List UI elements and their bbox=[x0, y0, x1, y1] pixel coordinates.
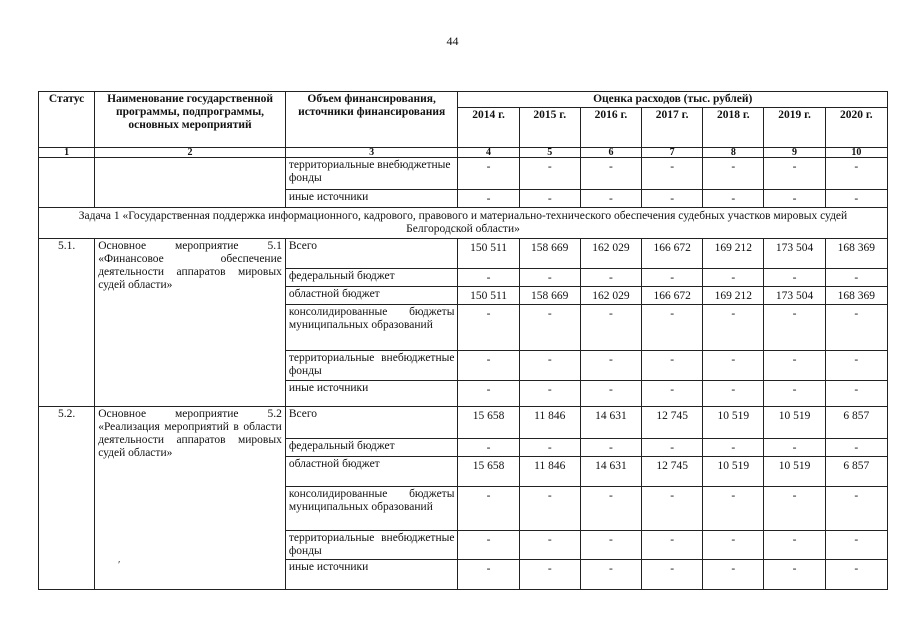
value-cell: - bbox=[764, 269, 825, 287]
value-cell: - bbox=[703, 487, 764, 531]
value-cell: - bbox=[458, 190, 519, 208]
value-cell: - bbox=[764, 305, 825, 351]
value-cell: 10 519 bbox=[703, 407, 764, 439]
value-cell: 10 519 bbox=[703, 457, 764, 487]
header-status: Статус bbox=[39, 92, 95, 148]
value-cell: 14 631 bbox=[580, 457, 641, 487]
value-cell: - bbox=[703, 305, 764, 351]
table-row bbox=[39, 158, 888, 190]
value-cell: - bbox=[642, 305, 703, 351]
value-cell: - bbox=[825, 269, 887, 287]
value-cell: - bbox=[458, 439, 519, 457]
value-cell: - bbox=[580, 351, 641, 381]
measure-status: 5.2. bbox=[39, 407, 95, 590]
value-cell: - bbox=[642, 439, 703, 457]
value-cell: - bbox=[519, 381, 580, 407]
value-cell: - bbox=[642, 381, 703, 407]
source-cell: территориальные внебюджетные фонды bbox=[285, 351, 458, 381]
value-cell: - bbox=[764, 190, 825, 208]
value-cell: - bbox=[580, 531, 641, 560]
column-number: 4 bbox=[458, 148, 519, 158]
value-cell: - bbox=[825, 381, 887, 407]
page-number: 44 bbox=[446, 34, 459, 48]
value-cell: - bbox=[580, 381, 641, 407]
measure-name: Основное мероприятие 5.1 «Финансовое обеспечение деятельности аппаратов мировых судей области» bbox=[95, 239, 286, 407]
value-cell: 15 658 bbox=[458, 457, 519, 487]
value-cell: - bbox=[764, 487, 825, 531]
value-cell: - bbox=[519, 158, 580, 190]
year-header: 2017 г. bbox=[642, 108, 703, 148]
value-cell: - bbox=[825, 351, 887, 381]
value-cell: - bbox=[458, 269, 519, 287]
value-cell: - bbox=[764, 439, 825, 457]
value-cell: - bbox=[519, 560, 580, 590]
value-cell: 10 519 bbox=[764, 457, 825, 487]
value-cell: 158 669 bbox=[519, 239, 580, 269]
measure-status: 5.1. bbox=[39, 239, 95, 407]
column-number: 9 bbox=[764, 148, 825, 158]
value-cell: 168 369 bbox=[825, 287, 887, 305]
value-cell: - bbox=[764, 351, 825, 381]
header-volume: Объем финансирования, источники финансирования bbox=[285, 92, 458, 148]
column-number: 7 bbox=[642, 148, 703, 158]
value-cell: - bbox=[703, 269, 764, 287]
value-cell: - bbox=[642, 269, 703, 287]
value-cell: - bbox=[519, 190, 580, 208]
value-cell: 169 212 bbox=[703, 287, 764, 305]
column-number: 2 bbox=[95, 148, 286, 158]
column-number: 5 bbox=[519, 148, 580, 158]
value-cell: - bbox=[703, 560, 764, 590]
value-cell: - bbox=[519, 487, 580, 531]
measure-name: Основное мероприятие 5.2 «Реализация мероприятий в области деятельности аппаратов мировых судей области» bbox=[95, 407, 286, 590]
value-cell: - bbox=[825, 560, 887, 590]
value-cell: - bbox=[519, 269, 580, 287]
year-header: 2015 г. bbox=[519, 108, 580, 148]
header-name: Наименование государственной программы, подпрограммы, основных мероприятий bbox=[95, 92, 286, 148]
source-cell: консолидированные бюджеты муниципальных образований bbox=[285, 487, 458, 531]
value-cell: 10 519 bbox=[764, 407, 825, 439]
value-cell: - bbox=[703, 381, 764, 407]
value-cell: 173 504 bbox=[764, 239, 825, 269]
value-cell: - bbox=[642, 158, 703, 190]
value-cell: - bbox=[580, 560, 641, 590]
source-cell: территориальные внебюджетные фонды bbox=[285, 158, 458, 190]
value-cell: 166 672 bbox=[642, 287, 703, 305]
name-cell-empty bbox=[95, 158, 286, 208]
source-cell: Всего bbox=[285, 239, 458, 269]
source-cell: областной бюджет bbox=[285, 457, 458, 487]
source-cell: федеральный бюджет bbox=[285, 439, 458, 457]
value-cell: - bbox=[458, 158, 519, 190]
column-number: 8 bbox=[703, 148, 764, 158]
source-cell: иные источники bbox=[285, 560, 458, 590]
value-cell: 11 846 bbox=[519, 407, 580, 439]
source-cell: областной бюджет bbox=[285, 287, 458, 305]
source-cell: иные источники bbox=[285, 190, 458, 208]
value-cell: 11 846 bbox=[519, 457, 580, 487]
year-header: 2018 г. bbox=[703, 108, 764, 148]
source-cell: консолидированные бюджеты муниципальных образований bbox=[285, 305, 458, 351]
value-cell: 173 504 bbox=[764, 287, 825, 305]
value-cell: - bbox=[458, 487, 519, 531]
value-cell: - bbox=[458, 381, 519, 407]
value-cell: - bbox=[642, 487, 703, 531]
source-cell: Всего bbox=[285, 407, 458, 439]
value-cell: - bbox=[764, 531, 825, 560]
status-cell-empty bbox=[39, 158, 95, 208]
value-cell: - bbox=[519, 351, 580, 381]
value-cell: 15 658 bbox=[458, 407, 519, 439]
value-cell: - bbox=[580, 158, 641, 190]
value-cell: - bbox=[458, 531, 519, 560]
value-cell: - bbox=[580, 487, 641, 531]
task-title: Задача 1 «Государственная поддержка информационного, кадрового, правового и материально-технического обеспечения судебных участков мировых судей Белгородской области» bbox=[39, 208, 888, 239]
value-cell: 166 672 bbox=[642, 239, 703, 269]
value-cell: - bbox=[642, 560, 703, 590]
value-cell: 12 745 bbox=[642, 407, 703, 439]
value-cell: 162 029 bbox=[580, 239, 641, 269]
value-cell: - bbox=[458, 351, 519, 381]
financing-table bbox=[38, 91, 888, 590]
value-cell: - bbox=[825, 531, 887, 560]
value-cell: 169 212 bbox=[703, 239, 764, 269]
source-cell: территориальные внебюджетные фонды bbox=[285, 531, 458, 560]
value-cell: - bbox=[519, 439, 580, 457]
value-cell: - bbox=[642, 531, 703, 560]
year-header: 2020 г. bbox=[825, 108, 887, 148]
value-cell: - bbox=[642, 351, 703, 381]
value-cell: - bbox=[764, 560, 825, 590]
value-cell: 168 369 bbox=[825, 239, 887, 269]
value-cell: - bbox=[825, 190, 887, 208]
value-cell: 150 511 bbox=[458, 287, 519, 305]
value-cell: - bbox=[580, 439, 641, 457]
column-number: 3 bbox=[285, 148, 458, 158]
table-row bbox=[39, 239, 888, 269]
value-cell: 6 857 bbox=[825, 457, 887, 487]
header-estimate: Оценка расходов (тыс. рублей) bbox=[458, 92, 888, 108]
value-cell: 150 511 bbox=[458, 239, 519, 269]
value-cell: - bbox=[825, 487, 887, 531]
value-cell: - bbox=[580, 190, 641, 208]
source-cell: федеральный бюджет bbox=[285, 269, 458, 287]
year-header: 2019 г. bbox=[764, 108, 825, 148]
value-cell: 12 745 bbox=[642, 457, 703, 487]
value-cell: - bbox=[703, 439, 764, 457]
value-cell: - bbox=[703, 351, 764, 381]
pen-mark: ′ bbox=[118, 559, 121, 571]
column-number: 1 bbox=[39, 148, 95, 158]
value-cell: - bbox=[825, 305, 887, 351]
column-number: 6 bbox=[580, 148, 641, 158]
value-cell: - bbox=[458, 305, 519, 351]
value-cell: - bbox=[580, 305, 641, 351]
value-cell: - bbox=[703, 190, 764, 208]
value-cell: 14 631 bbox=[580, 407, 641, 439]
year-header: 2016 г. bbox=[580, 108, 641, 148]
year-header: 2014 г. bbox=[458, 108, 519, 148]
value-cell: - bbox=[825, 158, 887, 190]
value-cell: - bbox=[580, 269, 641, 287]
value-cell: 162 029 bbox=[580, 287, 641, 305]
value-cell: 6 857 bbox=[825, 407, 887, 439]
value-cell: - bbox=[519, 305, 580, 351]
value-cell: - bbox=[764, 158, 825, 190]
value-cell: 158 669 bbox=[519, 287, 580, 305]
value-cell: - bbox=[642, 190, 703, 208]
source-cell: иные источники bbox=[285, 381, 458, 407]
column-number: 10 bbox=[825, 148, 887, 158]
value-cell: - bbox=[764, 381, 825, 407]
value-cell: - bbox=[825, 439, 887, 457]
table-row bbox=[39, 407, 888, 439]
task-row bbox=[39, 208, 888, 239]
column-number-row bbox=[39, 148, 888, 158]
value-cell: - bbox=[703, 158, 764, 190]
value-cell: - bbox=[703, 531, 764, 560]
value-cell: - bbox=[458, 560, 519, 590]
value-cell: - bbox=[519, 531, 580, 560]
